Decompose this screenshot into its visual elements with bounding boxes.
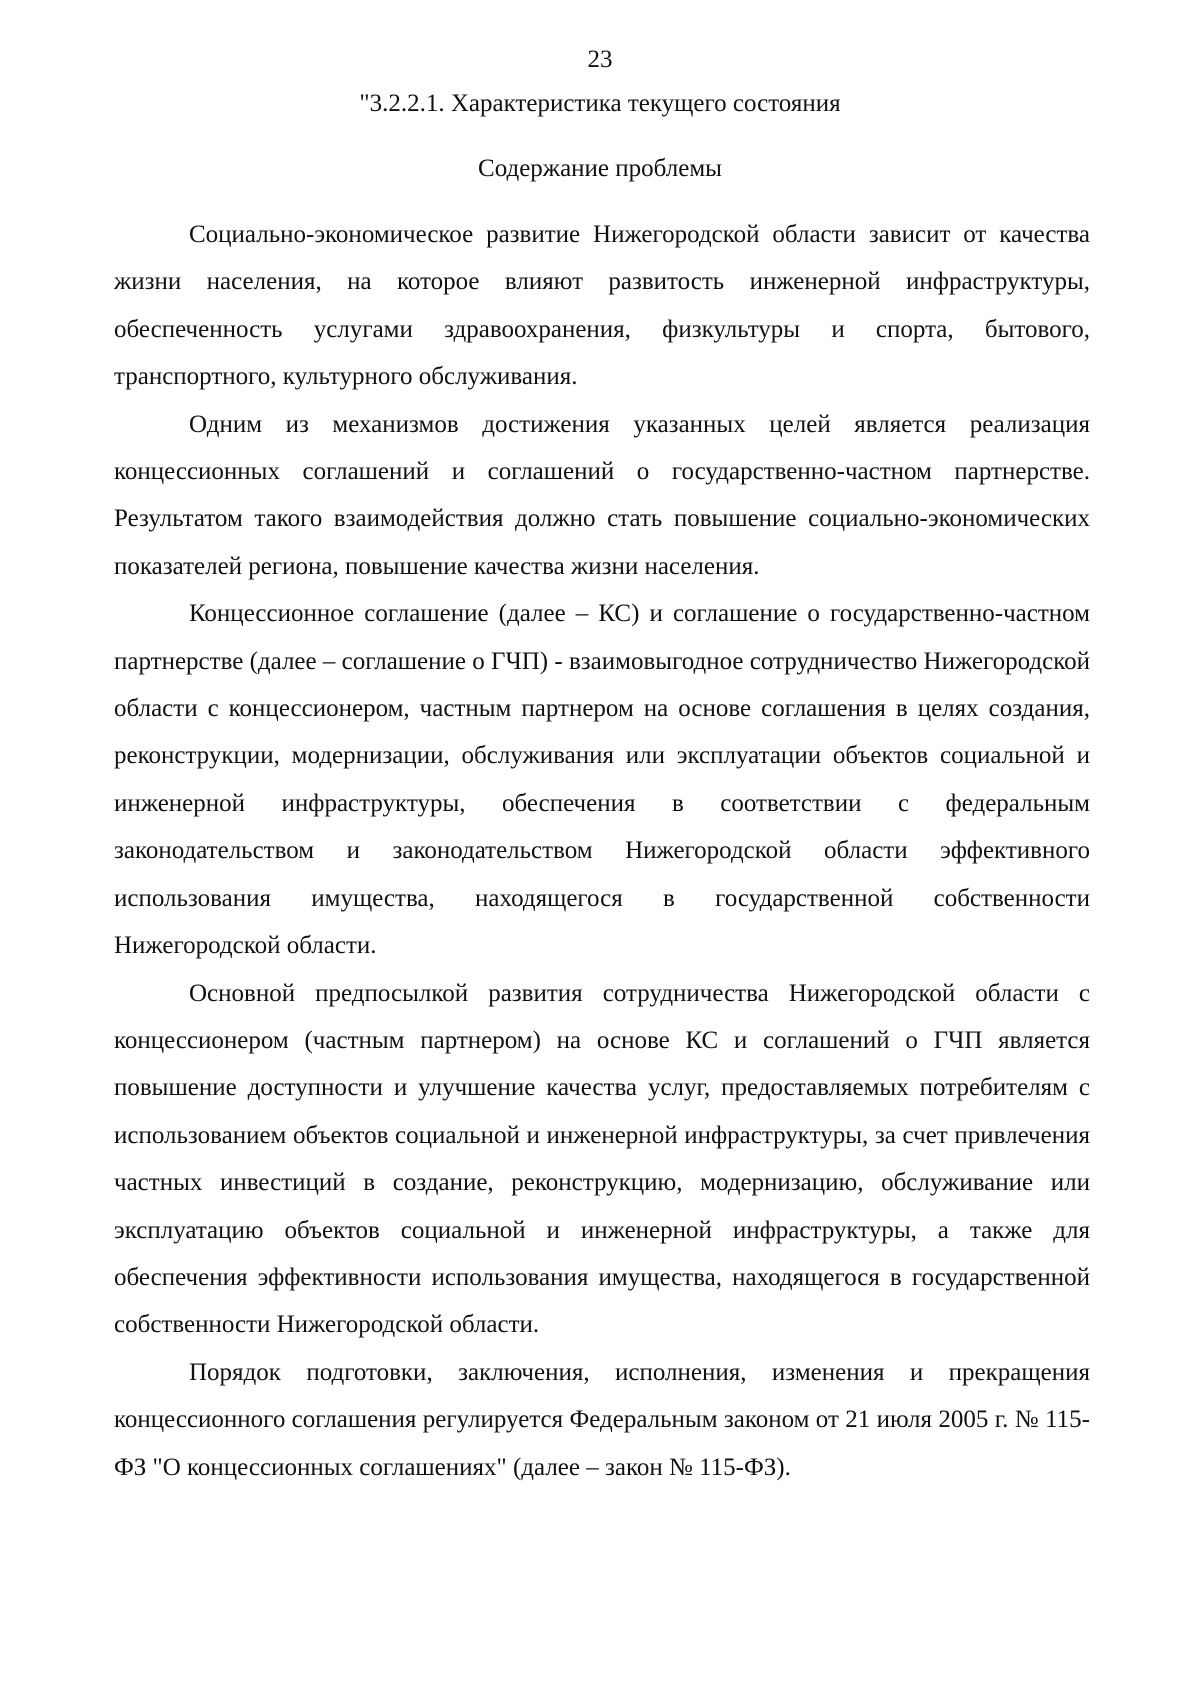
paragraph: Основной предпосылкой развития сотрудничества Нижегородской области с концессионером (частным партнером) на основе КС и соглашений о ГЧП является повышение доступности и улучшение качества услуг, предоставляемых потребителям с использованием объектов социальной и инженерной инфраструктуры, за счет привлечения частных инвестиций в создание, реконструкцию, модернизацию, обслуживание или эксплуатацию объектов социальной и инженерной инфраструктуры, а также для обеспечения эффективности использования имущества, находящегося в государственной собственности Нижегородской области. (114, 979, 1090, 1339)
paragraph: Социально-экономическое развитие Нижегородской области зависит от качества жизни населения, на которое влияют развитость инженерной инфраструктуры, обеспеченность услугами здравоохранения, физкультуры и спорта, бытового, транспортного, культурного обслуживания. (114, 221, 1090, 391)
page-number: 23 (587, 46, 613, 73)
paragraph: Порядок подготовки, заключения, исполнения, изменения и прекращения концессионного соглашения регулируется Федеральным законом от 21 июля 2005 г. № 115-ФЗ "О концессионных соглашениях" (далее – закон № 115-ФЗ). (114, 1358, 1090, 1481)
document-body (114, 211, 1090, 1491)
subsection-title: Содержание проблемы (478, 155, 722, 182)
paragraph: Одним из механизмов достижения указанных целей является реализация концессионных соглашений и соглашений о государственно-частном партнерстве. Результатом такого взаимодействия должно стать повышение социально-экономических показателей региона, повышение качества жизни населения. (114, 410, 1090, 580)
paragraph: Концессионное соглашение (далее – КС) и соглашение о государственно-частном партнерстве (далее – соглашение о ГЧП) - взаимовыгодное сотрудничество Нижегородской области с концессионером, частным партнером на основе соглашения в целях создания, реконструкции, модернизации, обслуживания или эксплуатации объектов социальной и инженерной инфраструктуры, обеспечения в соответствии с федеральным законодательством и законодательством Нижегородской области эффективного использования имущества, находящегося в государственной собственности Нижегородской области. (114, 600, 1090, 960)
section-title: "3.2.2.1. Характеристика текущего состояния (359, 90, 841, 117)
